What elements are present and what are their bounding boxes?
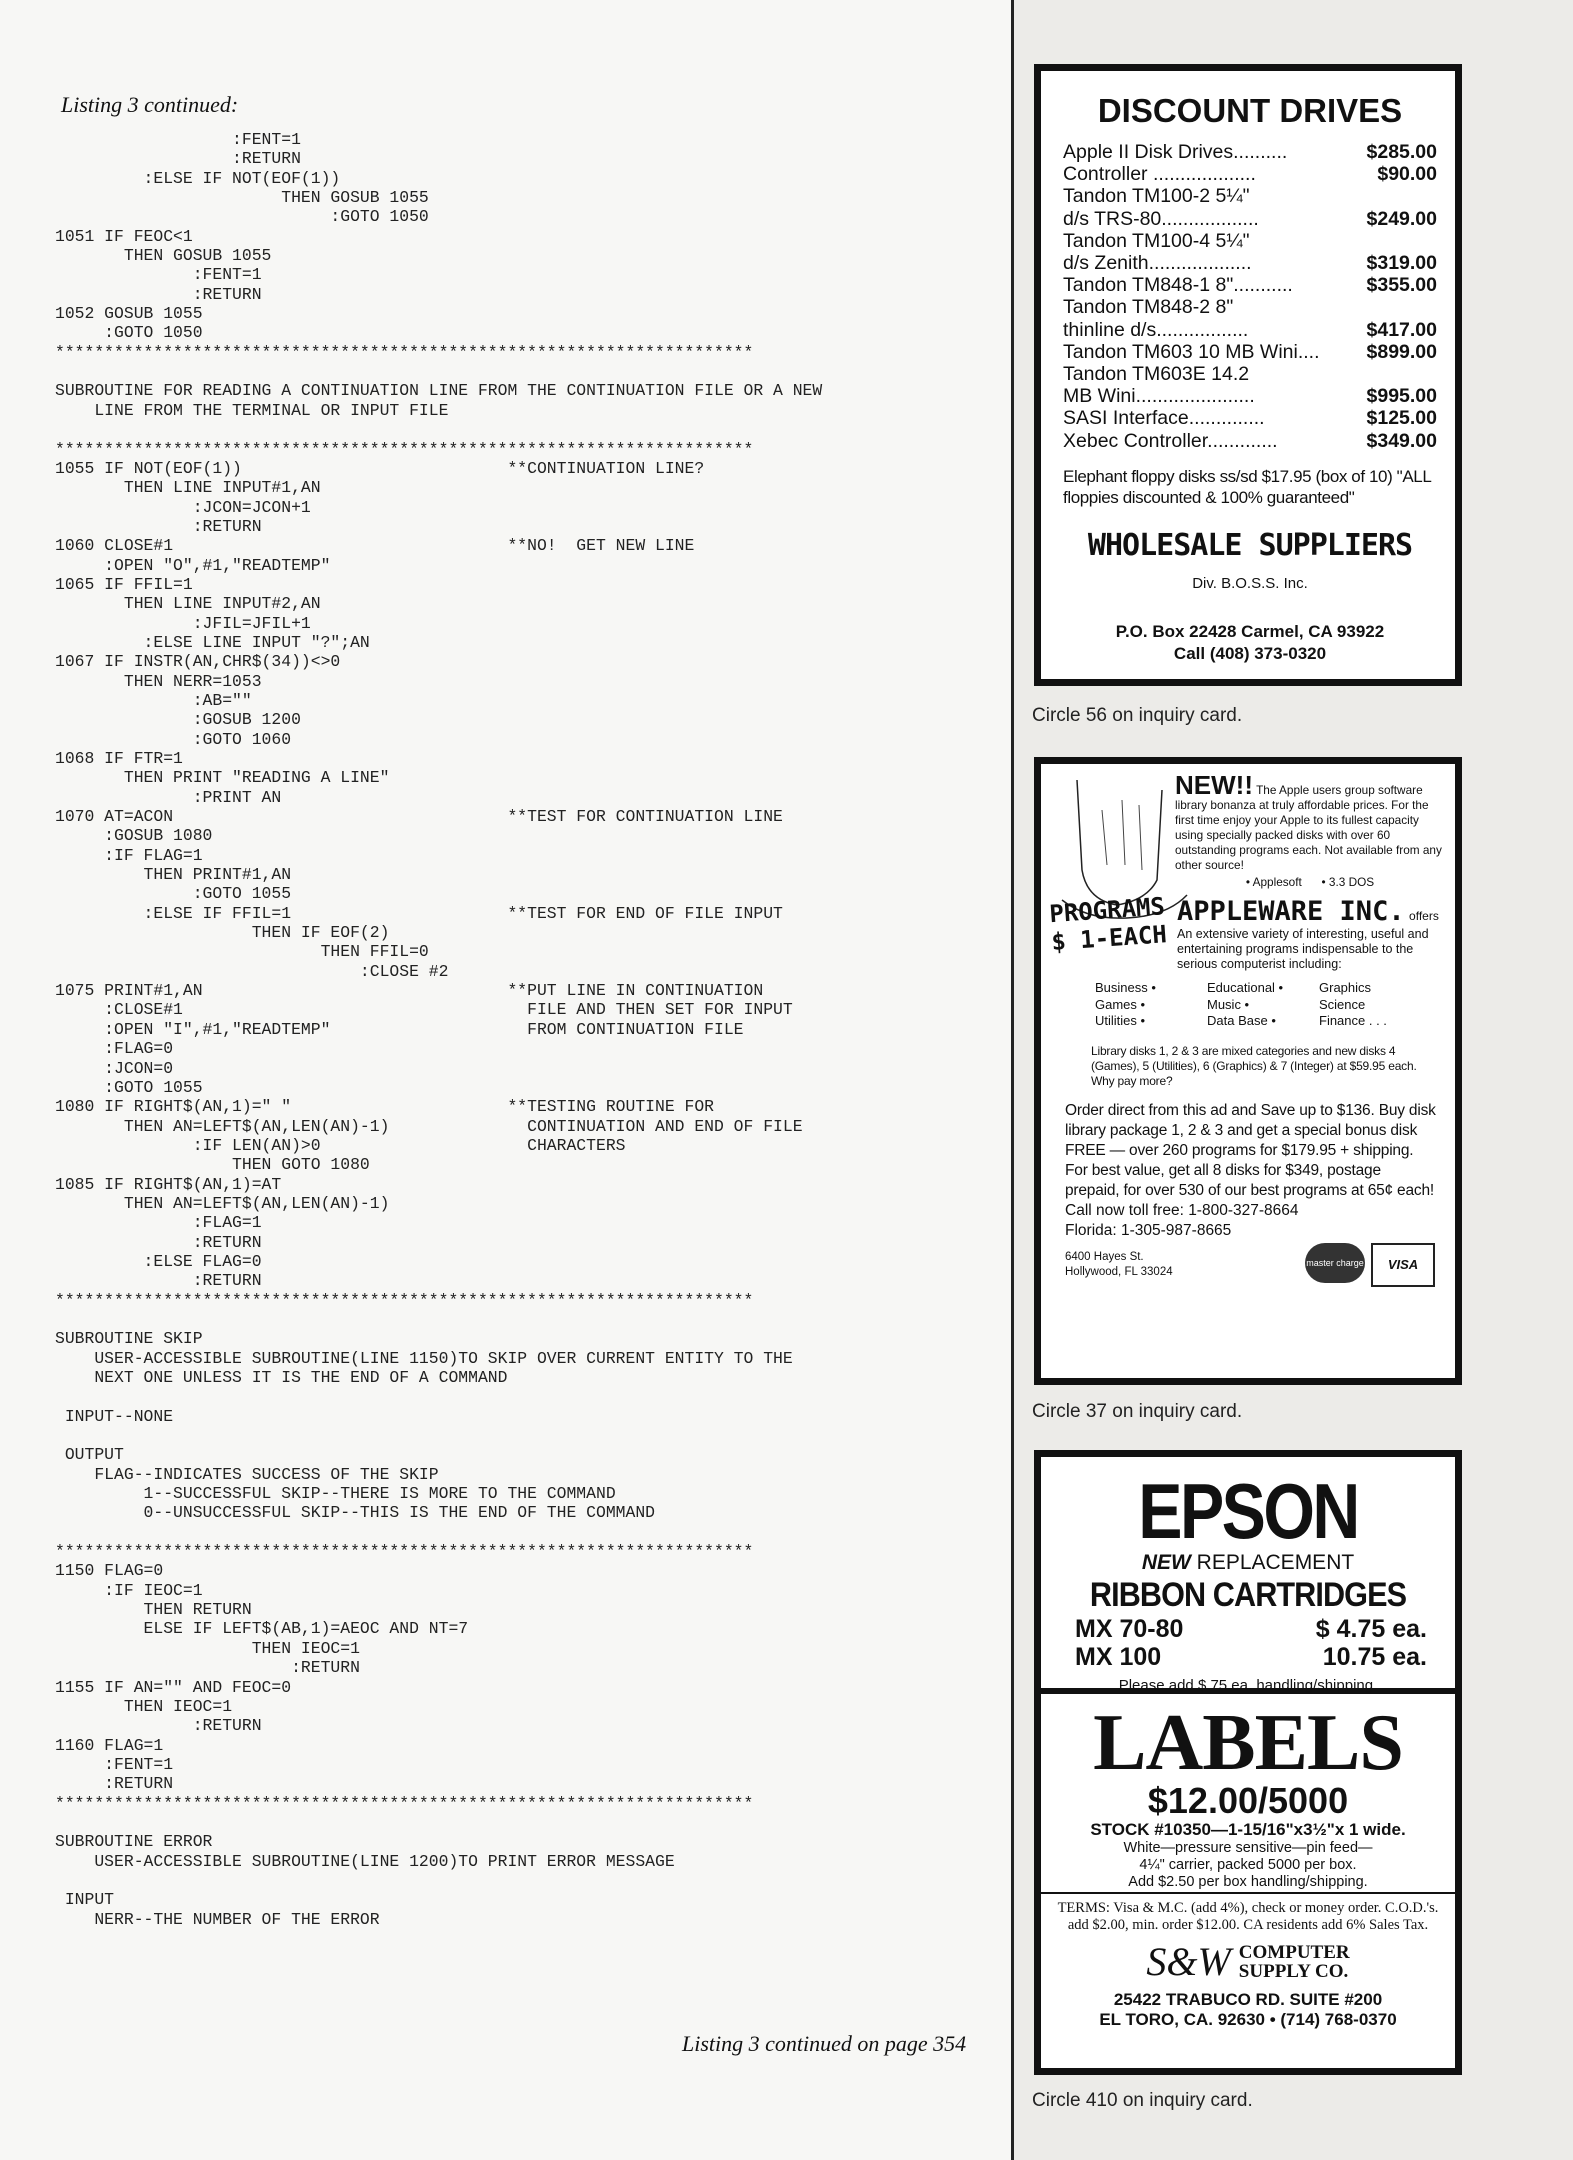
code-line: [55, 1871, 822, 1890]
code-line: :GOSUB 1080: [55, 826, 213, 846]
listing-caption-bottom: Listing 3 continued on page 354: [682, 2031, 967, 2056]
sw-address-2: EL TORO, CA. 92630 • (714) 768-0370: [1099, 2010, 1397, 2029]
code-line: THEN IEOC=1: [55, 1638, 360, 1658]
address-line-2: Hollywood, FL 33024: [1065, 1265, 1173, 1278]
code-line: :GOTO 1050: [55, 207, 429, 227]
price-row: [1063, 407, 1437, 429]
code-line: :ELSE LINE INPUT "?";AN: [55, 632, 370, 652]
category-item: Utilities •: [1095, 1013, 1146, 1028]
code-line: :RETURN: [55, 149, 301, 169]
circle-410: Circle 410 on inquiry card.: [1032, 2090, 1253, 2111]
epson-shipping: Please add $.75 ea. handling/shipping.: [1118, 1677, 1378, 1694]
code-line: SUBROUTINE SKIP: [55, 1329, 203, 1349]
code-line: :FENT=1: [55, 130, 301, 149]
item-price: $417.00: [1366, 318, 1437, 341]
epson-brand: EPSON: [1138, 1467, 1358, 1555]
code-line: THEN AN=LEFT$(AN,LEN(AN)-1) CONTINUATION AND END OF FILE: [55, 1116, 803, 1136]
bullet-dos: • 3.3 DOS: [1321, 875, 1375, 889]
item-name: Tandon TM603 10 MB Wini....: [1063, 340, 1320, 363]
code-line: [55, 362, 822, 381]
price-row: [1063, 430, 1437, 452]
appleware-ad: [1034, 757, 1462, 1385]
price-row: [1063, 230, 1437, 252]
item-price: $355.00: [1366, 274, 1437, 297]
item-price: $90.00: [1377, 163, 1437, 186]
epson-row-2: [1041, 1643, 1455, 1671]
item-name: Tandon TM848-1 8"...........: [1063, 274, 1293, 297]
item-price: $125.00: [1366, 407, 1437, 430]
visa-icon: VISA: [1371, 1243, 1435, 1287]
code-line: 1067 IF INSTR(AN,CHR$(34))<>0: [55, 652, 341, 672]
code-line: LINE FROM THE TERMINAL OR INPUT FILE: [55, 400, 449, 420]
category-item: Graphics: [1319, 980, 1372, 995]
model-2: MX 100: [1075, 1643, 1162, 1671]
mastercard-icon: master charge: [1305, 1243, 1365, 1283]
price-row: [1063, 252, 1437, 274]
new-block: [1175, 772, 1445, 890]
code-line: 1060 CLOSE#1 **NO! GET NEW LINE: [55, 536, 695, 556]
code-line: THEN LINE INPUT#1,AN: [55, 478, 321, 498]
code-line: THEN GOTO 1080: [55, 1155, 370, 1175]
sub-rest: REPLACEMENT: [1196, 1551, 1355, 1574]
category-item: Educational •: [1207, 980, 1284, 995]
price-row: [1063, 163, 1437, 185]
item-name: thinline d/s.................: [1063, 318, 1249, 341]
code-line: :GOTO 1055: [55, 884, 292, 904]
price-row: [1063, 341, 1437, 363]
code-line: :JCON=JCON+1: [55, 497, 311, 517]
code-line: USER-ACCESSIBLE SUBROUTINE(LINE 1150)TO SKIP OVER CURRENT ENTITY TO THE: [55, 1348, 793, 1368]
address: P.O. Box 22428 Carmel, CA 93922: [1115, 621, 1385, 641]
price-row: [1063, 296, 1437, 318]
code-line: :AB="": [55, 690, 252, 710]
code-line: 0--UNSUCCESSFUL SKIP--THIS IS THE END OF THE COMMAND: [55, 1503, 655, 1523]
code-line: THEN LINE INPUT#2,AN: [55, 594, 321, 614]
code-line: :IF IEOC=1: [55, 1580, 203, 1600]
phone: Call (408) 373-0320: [1173, 643, 1327, 663]
sw-logo: S&W: [1146, 1939, 1231, 1984]
code-line: :FENT=1: [55, 1754, 174, 1774]
code-line: :GOSUB 1200: [55, 710, 301, 730]
order-text: Order direct from this ad and Save up to $136. Buy disk library package 1, 2 & 3 and get a special bonus disk FREE — over 260 programs for $179.95 + shipping. For best value, get all 8 disks for $349, postage prepaid, for over 530 of our best programs at 65¢ each!: [1065, 1101, 1436, 1199]
offers: offers: [1409, 909, 1439, 923]
code-line: 1068 IF FTR=1: [55, 749, 183, 768]
new-label: NEW!!: [1175, 770, 1253, 800]
epson-row-1: [1041, 1615, 1455, 1643]
code-line: ***********************************************************************: [55, 439, 754, 459]
code-line: :CLOSE #2: [55, 961, 449, 981]
code-line: INPUT: [55, 1890, 115, 1910]
price-list: [1063, 141, 1437, 452]
code-line: [55, 1813, 822, 1832]
code-line: 1052 GOSUB 1055: [55, 304, 203, 324]
company-name: APPLEWARE INC.: [1177, 896, 1405, 927]
item-price: $995.00: [1366, 385, 1437, 408]
circle-37: Circle 37 on inquiry card.: [1032, 1401, 1243, 1422]
labels-desc-1: White—pressure sensitive—pin feed—: [1123, 1840, 1373, 1856]
code-line: 1055 IF NOT(EOF(1)) **CONTINUATION LINE?: [55, 458, 705, 478]
code-line: 1085 IF RIGHT$(AN,1)=AT: [55, 1174, 282, 1194]
company-line: [1177, 896, 1445, 927]
code-line: THEN AN=LEFT$(AN,LEN(AN)-1): [55, 1193, 390, 1213]
model-1: MX 70-80: [1075, 1615, 1184, 1643]
ad-note: Elephant floppy disks ss/sd $17.95 (box of 10) "ALL floppies discounted & 100% guaranteed": [1063, 466, 1431, 507]
code-line: 1--SUCCESSFUL SKIP--THERE IS MORE TO THE COMMAND: [55, 1484, 616, 1504]
item-name: MB Wini......................: [1063, 385, 1255, 408]
card-logos: [1305, 1243, 1435, 1287]
library-note: Library disks 1, 2 & 3 are mixed categories and new disks 4 (Games), 5 (Utilities), 6 (Graphics) & 7 (Integer) at $59.95 each. Why pay more?: [1091, 1043, 1417, 1088]
code-line: :RETURN: [55, 1271, 262, 1291]
code-line: NEXT ONE UNLESS IT IS THE END OF A COMMAND: [55, 1368, 508, 1387]
code-line: ***********************************************************************: [55, 1290, 754, 1310]
category-grid: [1095, 980, 1431, 1030]
code-line: :FLAG=1: [55, 1213, 262, 1233]
code-line: :RETURN: [55, 1658, 360, 1678]
category-item: Business •: [1095, 980, 1156, 995]
code-line: THEN NERR=1053: [55, 671, 262, 691]
code-line: THEN GOSUB 1055: [55, 246, 272, 266]
sw-address-1: 25422 TRABUCO RD. SUITE #200: [1113, 1990, 1383, 2009]
item-name: Xebec Controller.............: [1063, 429, 1278, 452]
category-item: Finance . . .: [1319, 1013, 1387, 1028]
code-line: THEN PRINT#1,AN: [55, 865, 292, 885]
labels-desc-2: 4¼" carrier, packed 5000 per box.: [1139, 1857, 1357, 1873]
item-name: Tandon TM603E 14.2: [1063, 363, 1250, 386]
sub-new: NEW: [1141, 1551, 1191, 1574]
company-line-1: COMPUTER: [1238, 1942, 1350, 1963]
item-name: SASI Interface..............: [1063, 407, 1265, 430]
code-line: INPUT--NONE: [55, 1406, 174, 1426]
code-line: 1075 PRINT#1,AN **PUT LINE IN CONTINUATION: [55, 981, 764, 1001]
epson-section: [1041, 1457, 1455, 1694]
code-line: [55, 1310, 822, 1329]
listing-caption-top: Listing 3 continued:: [61, 92, 239, 117]
category-item: Music •: [1207, 996, 1250, 1012]
call-text: Call now toll free: 1-800-327-8664: [1065, 1201, 1299, 1219]
code-line: ***********************************************************************: [55, 1542, 754, 1562]
item-name: d/s TRS-80..................: [1063, 207, 1259, 230]
code-line: THEN FFIL=0: [55, 942, 429, 962]
appleware-address: [1065, 1250, 1173, 1280]
code-line: :CLOSE#1 FILE AND THEN SET FOR INPUT: [55, 1000, 793, 1020]
code-line: 1160 FLAG=1: [55, 1735, 164, 1755]
code-line: THEN GOSUB 1055: [55, 188, 429, 208]
address-line-1: 6400 Hayes St.: [1065, 1250, 1144, 1263]
code-listing: [55, 130, 822, 1929]
code-line: 1080 IF RIGHT$(AN,1)=" " **TESTING ROUTINE FOR: [55, 1097, 715, 1117]
price-row: [1063, 363, 1437, 385]
labels-title: LABELS: [1093, 1699, 1403, 1787]
epson-labels-ad: [1034, 1450, 1462, 2075]
category-item: Data Base •: [1207, 1013, 1276, 1028]
price-row: [1063, 208, 1437, 230]
code-line: :ELSE FLAG=0: [55, 1251, 262, 1271]
code-line: :RETURN: [55, 516, 262, 536]
code-line: ***********************************************************************: [55, 342, 754, 362]
circle-56: Circle 56 on inquiry card.: [1032, 705, 1243, 726]
appleware-company-block: [1171, 896, 1445, 972]
code-line: THEN IEOC=1: [55, 1696, 233, 1716]
discount-drives-ad: [1034, 64, 1462, 686]
code-line: :RETURN: [55, 1232, 262, 1252]
wholesale-logo: WHOLESALE SUPPLIERS: [1087, 527, 1413, 563]
item-name: Tandon TM100-4 5¼": [1063, 229, 1250, 252]
code-line: [55, 1387, 822, 1406]
code-line: :RETURN: [55, 284, 262, 304]
code-line: [55, 420, 822, 439]
price-row: [1063, 319, 1437, 341]
price-row: [1063, 385, 1437, 407]
code-line: :GOTO 1055: [55, 1077, 203, 1097]
item-name: Tandon TM848-2 8": [1063, 296, 1234, 319]
appleware-title-row: [1048, 892, 1445, 972]
code-line: :ELSE IF FFIL=1 **TEST FOR END OF FILE INPUT: [55, 903, 783, 923]
florida-phone: Florida: 1-305-987-8665: [1065, 1221, 1232, 1239]
terms: TERMS: Visa & M.C. (add 4%), check or money order. C.O.D.'s. add $2.00, min. order $12.00. CA residents add 6% Sales Tax.: [1057, 1900, 1439, 1933]
code-line: 1155 IF AN="" AND FEOC=0: [55, 1677, 292, 1697]
code-line: :JFIL=JFIL+1: [55, 613, 311, 633]
code-line: NERR--THE NUMBER OF THE ERROR: [55, 1909, 380, 1929]
tagline-bullets: [1175, 875, 1445, 890]
labels-price: $12.00/5000: [1147, 1780, 1349, 1821]
code-line: :GOTO 1050: [55, 323, 203, 343]
item-price: $285.00: [1366, 141, 1437, 163]
code-line: :OPEN "O",#1,"READTEMP": [55, 555, 331, 575]
price-2: 10.75 ea.: [1322, 1643, 1427, 1671]
item-name: Apple II Disk Drives..........: [1063, 141, 1288, 163]
programs-label: PROGRAMS $ 1-EACH: [1048, 892, 1168, 957]
code-line: :GOTO 1060: [55, 729, 292, 749]
code-line: :ELSE IF NOT(EOF(1)): [55, 168, 341, 188]
code-line: [55, 1523, 822, 1542]
code-line: :RETURN: [55, 1716, 262, 1736]
item-price: $249.00: [1366, 207, 1437, 230]
code-line: :PRINT AN: [55, 787, 282, 807]
code-line: ELSE IF LEFT$(AB,1)=AEOC AND NT=7: [55, 1619, 469, 1639]
code-line: OUTPUT: [55, 1445, 124, 1465]
sw-logo-row: [1057, 1940, 1439, 1984]
price-1: $ 4.75 ea.: [1315, 1615, 1427, 1643]
footer-row: [1065, 1243, 1435, 1287]
code-line: THEN PRINT "READING A LINE": [55, 768, 390, 788]
item-price: $349.00: [1366, 429, 1437, 452]
labels-stock: STOCK #10350—1-15/16"x3½"x 1 wide.: [1090, 1820, 1406, 1839]
code-line: SUBROUTINE FOR READING A CONTINUATION LINE FROM THE CONTINUATION FILE OR A NEW: [55, 381, 823, 401]
code-line: ***********************************************************************: [55, 1793, 754, 1813]
item-name: d/s Zenith...................: [1063, 252, 1252, 275]
price-row: [1063, 185, 1437, 207]
company-line-2: SUPPLY CO.: [1238, 1961, 1349, 1982]
code-line: :RETURN: [55, 1774, 174, 1794]
item-price: $899.00: [1366, 340, 1437, 363]
terms-section: [1041, 1894, 1455, 2030]
code-line: :OPEN "I",#1,"READTEMP" FROM CONTINUATION FILE: [55, 1019, 744, 1039]
code-line: THEN RETURN: [55, 1600, 252, 1620]
tagline: The Apple users group software library bonanza at truly affordable prices. For the first time enjoy your Apple to its fullest capacity using specially packed disks with over 60 outstanding programs each. Not available from any other source!: [1175, 783, 1442, 872]
division: Div. B.O.S.S. Inc.: [1192, 574, 1308, 592]
price-row: [1063, 141, 1437, 163]
code-line: [55, 1426, 822, 1445]
epson-headline: RIBBON CARTRIDGES: [1089, 1576, 1407, 1614]
code-line: 1051 IF FEOC<1: [55, 226, 193, 246]
code-line: :FLAG=0: [55, 1039, 174, 1059]
ad-title: DISCOUNT DRIVES: [1097, 92, 1403, 129]
code-line: :IF LEN(AN)>0 CHARACTERS: [55, 1135, 626, 1155]
item-name: Tandon TM100-2 5¼": [1063, 185, 1250, 208]
code-line: :IF FLAG=1: [55, 845, 203, 865]
code-line: 1070 AT=ACON **TEST FOR CONTINUATION LINE: [55, 807, 783, 827]
appleware-desc: An extensive variety of interesting, useful and entertaining programs indispensable to the serious computerist including:: [1177, 927, 1429, 971]
code-line: 1065 IF FFIL=1: [55, 574, 193, 594]
sw-company: [1239, 1943, 1350, 1981]
category-item: Games •: [1095, 996, 1146, 1012]
item-price: $319.00: [1366, 252, 1437, 275]
code-line: 1150 FLAG=0: [55, 1561, 164, 1581]
code-line: SUBROUTINE ERROR: [55, 1832, 213, 1852]
code-line: :FENT=1: [55, 265, 262, 285]
code-line: USER-ACCESSIBLE SUBROUTINE(LINE 1200)TO PRINT ERROR MESSAGE: [55, 1851, 675, 1871]
code-line: :JCON=0: [55, 1058, 174, 1078]
price-row: [1063, 274, 1437, 296]
labels-section: [1041, 1694, 1455, 1894]
labels-desc-3: Add $2.50 per box handling/shipping.: [1128, 1874, 1368, 1890]
code-line: FLAG--INDICATES SUCCESS OF THE SKIP: [55, 1464, 439, 1484]
bullet-applesoft: • Applesoft: [1245, 875, 1302, 889]
category-item: Science: [1319, 996, 1366, 1012]
item-name: Controller ...................: [1063, 163, 1256, 186]
code-line: THEN IF EOF(2): [55, 923, 390, 943]
